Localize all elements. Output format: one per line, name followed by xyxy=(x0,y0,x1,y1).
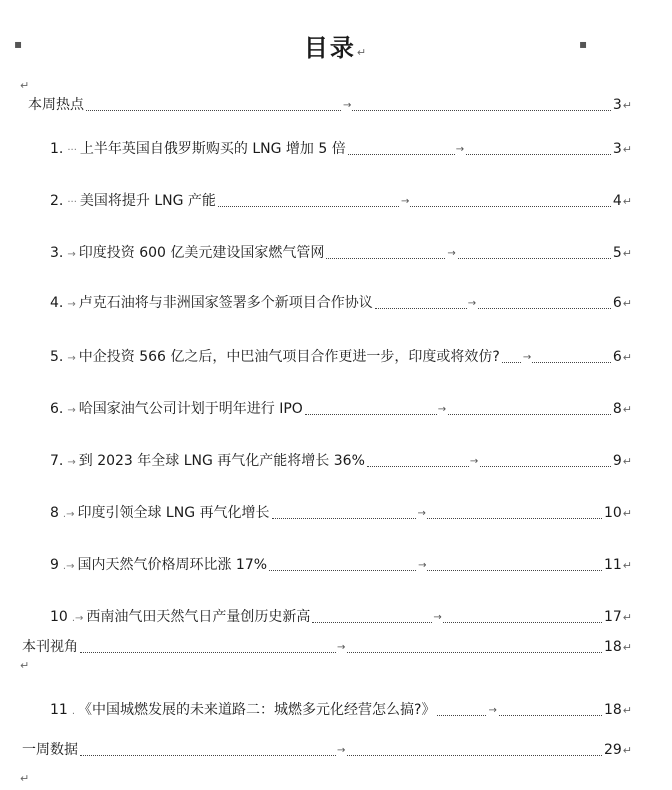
paragraph-mark: ↵ xyxy=(622,247,632,260)
paragraph-mark: ↵ xyxy=(622,195,632,208)
paragraph-mark: ↵ xyxy=(622,611,632,624)
paragraph-mark: ↵ xyxy=(20,659,30,672)
tab-marker: → xyxy=(67,353,76,364)
page-title xyxy=(0,28,672,63)
leader-dots xyxy=(375,298,611,309)
toc-entry-title: 中企投资 566 亿之后，中巴油气项目合作更进一步，印度或将效仿? xyxy=(78,349,500,365)
toc-page-number: 3 xyxy=(612,141,622,157)
toc-entry-number: 10 xyxy=(50,609,68,625)
tab-arrow-icon: → xyxy=(467,298,477,309)
tab-marker: .→ xyxy=(62,561,75,572)
toc-entry-title: 国内天然气价格周环比涨 17% xyxy=(77,557,268,573)
toc-section-title: 一周数据 xyxy=(22,742,78,758)
corner-mark-right: ▪ xyxy=(579,37,588,51)
toc-entry-title: 西南油气田天然气日产量创历史新高 xyxy=(86,609,311,625)
tab-arrow-icon: → xyxy=(433,612,442,623)
toc-entry-title: 上半年英国自俄罗斯购买的 LNG 增加 5 倍 xyxy=(79,141,346,157)
toc-entry-number: 2. xyxy=(50,193,64,209)
tab-marker: → xyxy=(67,299,76,310)
leader-dots xyxy=(367,456,611,467)
tab-marker: ··· xyxy=(67,145,77,156)
paragraph-mark: ↵ xyxy=(622,351,632,364)
toc-page-number: 18 xyxy=(603,702,622,718)
paragraph-mark: ↵ xyxy=(20,772,30,785)
leader-dots xyxy=(437,705,602,716)
leader-dots xyxy=(305,404,611,415)
toc-page-number: 3 xyxy=(612,97,622,113)
toc-entry-row[interactable] xyxy=(50,292,632,312)
tab-marker: . xyxy=(71,706,76,717)
tab-arrow-icon: → xyxy=(522,352,532,363)
toc-entry-number: 6. xyxy=(50,401,64,417)
paragraph-mark: ↵ xyxy=(622,455,632,468)
toc-entry-number: 8 xyxy=(50,505,59,521)
leader-dots xyxy=(348,144,611,155)
toc-section-row[interactable] xyxy=(22,94,632,114)
toc-entry-title: 卢克石油将与非洲国家签署多个新项目合作协议 xyxy=(78,295,373,311)
toc-page-number: 6 xyxy=(612,349,622,365)
toc-page-number: 18 xyxy=(603,639,622,655)
tab-arrow-icon: → xyxy=(417,508,426,519)
paragraph-mark: ↵ xyxy=(622,704,632,717)
toc-entry-title: 美国将提升 LNG 产能 xyxy=(79,193,216,209)
tab-arrow-icon: → xyxy=(337,745,346,756)
toc-entry-title: 哈国家油气公司计划于明年进行 IPO xyxy=(78,401,303,417)
paragraph-mark: ↵ xyxy=(622,99,632,112)
toc-entry-row[interactable] xyxy=(50,450,632,470)
toc-page-number: 10 xyxy=(603,505,622,521)
leader-dots xyxy=(80,745,602,756)
toc-entry-number: 7. xyxy=(50,453,64,469)
tab-arrow-icon: → xyxy=(418,560,427,571)
toc-entry-row[interactable] xyxy=(50,346,632,366)
toc-entry-row[interactable] xyxy=(50,398,632,418)
paragraph-mark: ↵ xyxy=(20,79,30,92)
toc-entry-number: 3. xyxy=(50,245,64,261)
tab-marker: .→ xyxy=(62,509,75,520)
toc-entry-row[interactable] xyxy=(50,554,632,574)
paragraph-mark: ↵ xyxy=(622,507,632,520)
tab-arrow-icon: → xyxy=(455,144,465,155)
toc-entry-number: 5. xyxy=(50,349,64,365)
tab-arrow-icon: → xyxy=(337,642,346,653)
toc-page-number: 4 xyxy=(612,193,622,209)
tab-arrow-icon: → xyxy=(488,705,497,716)
tab-marker: ··· xyxy=(67,197,77,208)
toc-entry-row[interactable] xyxy=(50,606,632,626)
leader-dots xyxy=(312,612,602,623)
paragraph-mark: ↵ xyxy=(356,46,369,59)
leader-dots xyxy=(502,352,611,363)
toc-entry-title: 印度引领全球 LNG 再气化增长 xyxy=(77,505,270,521)
toc-entry-number: 4. xyxy=(50,295,64,311)
toc-section-row[interactable] xyxy=(22,739,632,759)
tab-arrow-icon: → xyxy=(469,456,479,467)
tab-marker: → xyxy=(67,457,76,468)
tab-marker: → xyxy=(67,405,76,416)
toc-entry-number: 1. xyxy=(50,141,64,157)
title-text: 目录 xyxy=(303,34,356,62)
corner-mark-left: ▪ xyxy=(14,37,23,51)
toc-entry-number: 9 xyxy=(50,557,59,573)
leader-dots xyxy=(218,196,611,207)
tab-arrow-icon: → xyxy=(447,248,456,259)
toc-entry-row[interactable] xyxy=(50,502,632,522)
paragraph-mark: ↵ xyxy=(622,641,632,654)
toc-entry-row[interactable] xyxy=(50,138,632,158)
tab-arrow-icon: → xyxy=(343,100,352,111)
tab-arrow-icon: → xyxy=(400,196,410,207)
toc-page-number: 5 xyxy=(612,245,622,261)
toc-page-number: 9 xyxy=(612,453,622,469)
paragraph-mark: ↵ xyxy=(622,559,632,572)
tab-marker: .→ xyxy=(71,613,84,624)
tab-arrow-icon: → xyxy=(437,404,447,415)
leader-dots xyxy=(86,100,611,111)
toc-section-title: 本刊视角 xyxy=(22,639,78,655)
toc-section-title: 本周热点 xyxy=(28,97,84,113)
toc-entry-title: 《中国城燃发展的未来道路二：城燃多元化经营怎么搞?》 xyxy=(78,702,436,718)
toc-entry-row[interactable] xyxy=(50,242,632,262)
toc-entry-number: 11 xyxy=(50,702,68,718)
paragraph-mark: ↵ xyxy=(622,403,632,416)
toc-page-number: 6 xyxy=(612,295,622,311)
paragraph-mark: ↵ xyxy=(622,744,632,757)
toc-entry-row[interactable] xyxy=(50,699,632,719)
toc-entry-title: 印度投资 600 亿美元建设国家燃气管网 xyxy=(78,245,325,261)
paragraph-mark: ↵ xyxy=(622,297,632,310)
leader-dots xyxy=(269,560,602,571)
toc-page-number: 11 xyxy=(603,557,622,573)
toc-page-number: 17 xyxy=(603,609,622,625)
toc-page-number: 29 xyxy=(603,742,622,758)
toc-section-row[interactable] xyxy=(22,636,632,656)
leader-dots xyxy=(326,248,610,259)
leader-dots xyxy=(272,508,602,519)
toc-entry-row[interactable] xyxy=(50,190,632,210)
toc-page-number: 8 xyxy=(612,401,622,417)
leader-dots xyxy=(80,642,602,653)
tab-marker: → xyxy=(67,249,76,260)
paragraph-mark: ↵ xyxy=(622,143,632,156)
toc-entry-title: 到 2023 年全球 LNG 再气化产能将增长 36% xyxy=(78,453,365,469)
